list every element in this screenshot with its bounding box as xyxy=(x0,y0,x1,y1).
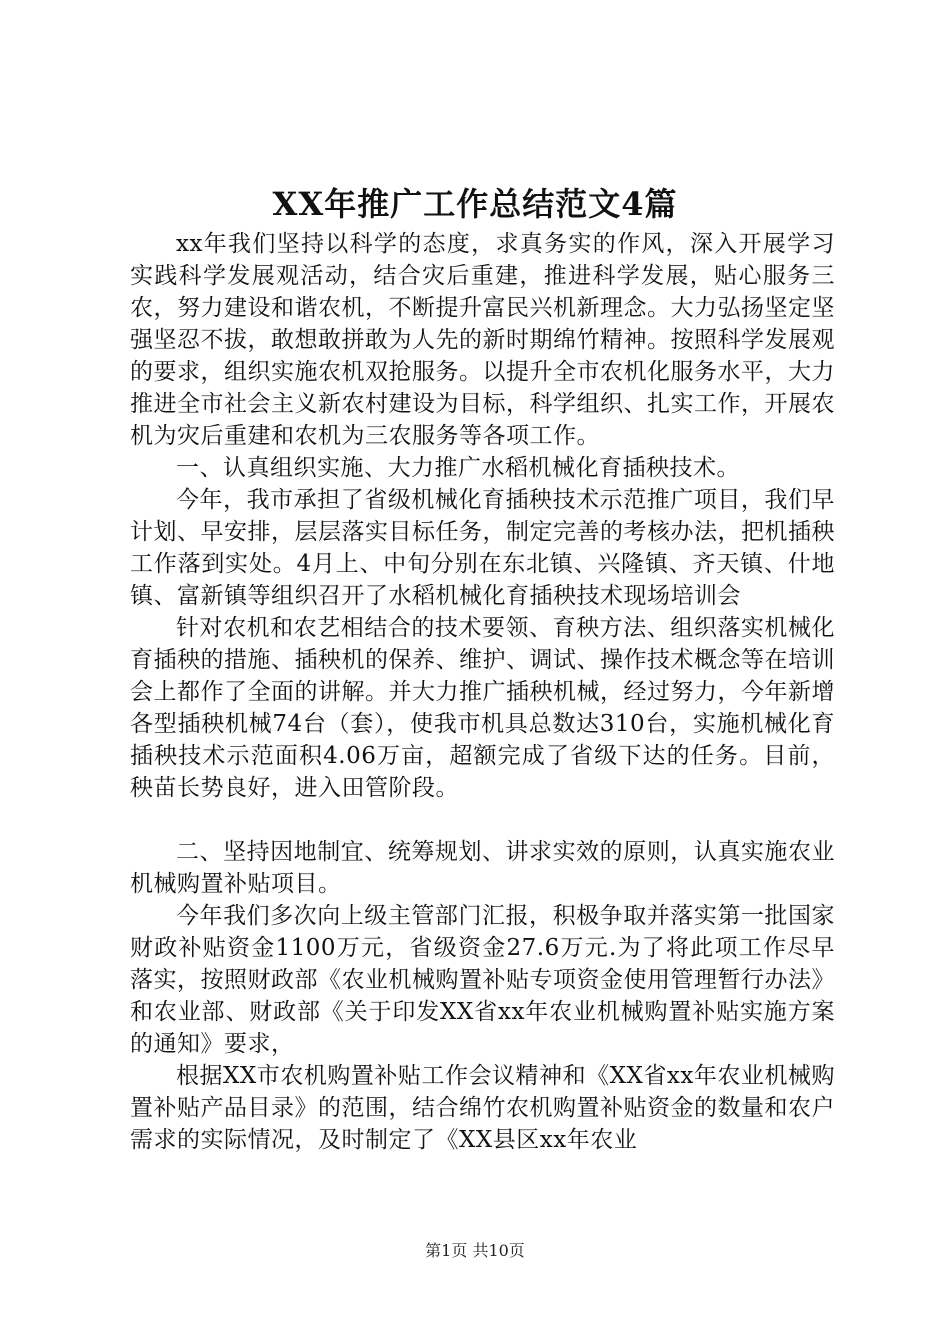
page-footer: 第1页 共10页 xyxy=(425,1241,525,1260)
paragraph-intro: xx年我们坚持以科学的态度，求真务实的作风，深入开展学习实践科学发展观活动，结合灾后重建，推进科学发展，贴心服务三农，努力建设和谐农机，不断提升富民兴机新理念。大力弘扬坚定坚强坚忍不拔，敢想敢拼敢为人先的新时期绵竹精神。按照科学发展观的要求，组织实施农机双抢服务。以提升全市农机化服务水平，大力推进全市社会主义新农村建设为目标，科学组织、扎实工作，开展农机为灾后重建和农机为三农服务等各项工作。 xyxy=(130,231,835,449)
paragraph-section-2-heading: 二、坚持因地制宜、统筹规划、讲求实效的原则，认真实施农业机械购置补贴项目。 xyxy=(130,839,835,897)
paragraph-section-1-details: 针对农机和农艺相结合的技术要领、育秧方法、组织落实机械化育插秧的措施、插秧机的保养、维护、调试、操作技术概念等在培训会上都作了全面的讲解。并大力推广插秧机械，经过努力，今年新增各型插秧机械74台（套），使我市机具总数达310台，实施机械化育插秧技术示范面积4.06万亩，超额完成了省级下达的任务。目前，秧苗长势良好，进入田管阶段。 xyxy=(130,615,835,801)
paragraph-spacer xyxy=(130,804,835,836)
document-body xyxy=(130,228,835,1156)
paragraph-section-1-body: 今年，我市承担了省级机械化育插秧技术示范推广项目，我们早计划、早安排，层层落实目标任务，制定完善的考核办法，把机插秧工作落到实处。4月上、中旬分别在东北镇、兴隆镇、齐天镇、什地镇、富新镇等组织召开了水稻机械化育插秧技术现场培训会 xyxy=(130,487,835,609)
document-title: XX年推广工作总结范文4篇 xyxy=(272,185,678,223)
paragraph-section-2-body: 今年我们多次向上级主管部门汇报，积极争取并落实第一批国家财政补贴资金1100万元，省级资金27.6万元.为了将此项工作尽早落实，按照财政部《农业机械购置补贴专项资金使用管理暂行办法》和农业部、财政部《关于印发XX省xx年农业机械购置补贴实施方案的通知》要求， xyxy=(130,903,835,1057)
paragraph-section-2-details: 根据XX市农机购置补贴工作会议精神和《XX省xx年农业机械购置补贴产品目录》的范围，结合绵竹农机购置补贴资金的数量和农户需求的实际情况，及时制定了《XX县区xx年农业 xyxy=(130,1063,835,1153)
paragraph-section-1-heading: 一、认真组织实施、大力推广水稻机械化育插秧技术。 xyxy=(176,455,740,481)
